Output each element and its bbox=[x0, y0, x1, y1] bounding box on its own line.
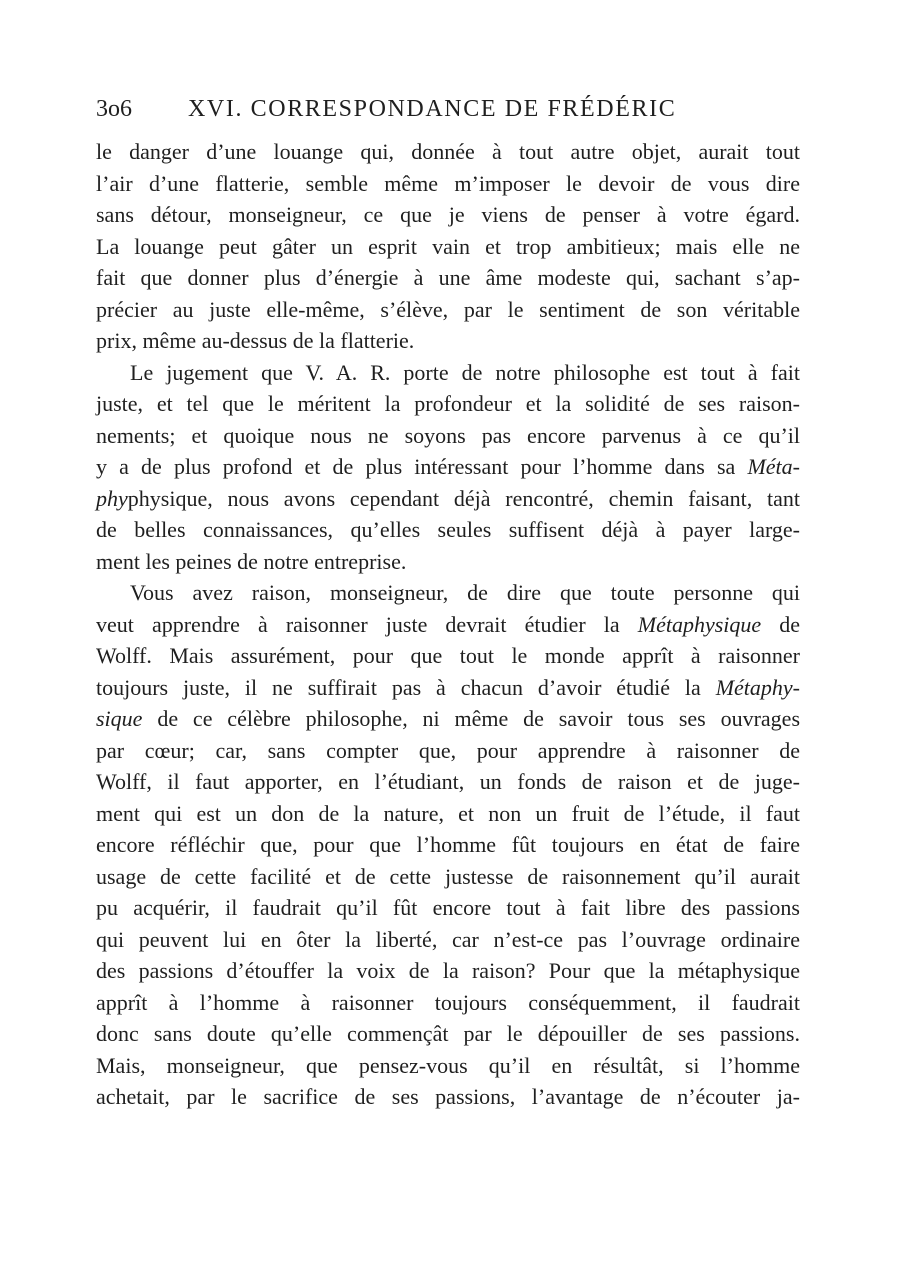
text-line: par cœur; car, sans compter que, pour apprendre à raisonner de bbox=[96, 737, 800, 763]
text-line: ment les peines de notre entreprise. bbox=[96, 548, 407, 574]
text-line: encore réfléchir que, pour que l’homme fût toujours en état de faire bbox=[96, 832, 800, 857]
document-page bbox=[96, 96, 800, 1113]
italic-title-fragment: phy bbox=[96, 485, 128, 511]
text-line: juste, et tel que le méritent la profondeur et la solidité de ses raison- bbox=[96, 391, 800, 416]
italic-title-fragment: Métaphy- bbox=[715, 674, 800, 700]
text-line: La louange peut gâter un esprit vain et trop ambitieux; mais elle ne bbox=[96, 233, 800, 259]
text-line: précier au juste elle-même, s’élève, par le sentiment de son véritable bbox=[96, 296, 800, 322]
text-line: apprît à l’homme à raisonner toujours conséquemment, il faudrait bbox=[96, 989, 800, 1015]
text-line: Le jugement que V. A. R. porte de notre philosophe est tout à fait bbox=[130, 359, 800, 385]
text-line bbox=[96, 483, 800, 515]
text-line bbox=[96, 672, 800, 704]
text-fragment: de bbox=[779, 611, 801, 637]
text-line: Mais, monseigneur, que pensez-vous qu’il en résultât, si l’homme bbox=[96, 1052, 800, 1078]
text-line: nements; et quoique nous ne soyons pas encore parvenus à ce qu’il bbox=[96, 422, 800, 448]
text-fragment: y a de plus profond et de plus intéressant pour l’homme dans sa bbox=[96, 454, 736, 479]
text-line: de belles connaissances, qu’elles seules suffisent déjà à payer large- bbox=[96, 517, 800, 542]
text-line: Wolff, il faut apporter, en l’étudiant, un fonds de raison et de juge- bbox=[96, 769, 800, 794]
text-line bbox=[96, 703, 800, 735]
running-head bbox=[96, 96, 800, 136]
text-line: le danger d’une louange qui, donnée à tout autre objet, aurait tout bbox=[96, 139, 800, 164]
page-title: XVI. CORRESPONDANCE DE FRÉDÉRIC bbox=[188, 96, 677, 122]
text-line: Wolff. Mais assurément, pour que tout le monde apprît à raisonner bbox=[96, 643, 800, 668]
letter-body bbox=[96, 136, 800, 1113]
paragraph-1 bbox=[96, 136, 800, 357]
italic-title-fragment: sique bbox=[96, 706, 143, 731]
text-line: usage de cette facilité et de cette justesse de raisonnement qu’il aurait bbox=[96, 863, 800, 889]
text-line: donc sans doute qu’elle commençât par le dépouiller de ses passions. bbox=[96, 1021, 800, 1046]
text-line: des passions d’étouffer la voix de la raison? Pour que la métaphysique bbox=[96, 958, 800, 983]
italic-title-fragment: Méta- bbox=[747, 454, 800, 479]
paragraph-3 bbox=[96, 577, 800, 1113]
text-fragment: physique, nous avons cependant déjà rencontré, chemin faisant, tant bbox=[127, 485, 800, 511]
text-line: ment qui est un don de la nature, et non un fruit de l’étude, il faut bbox=[96, 800, 800, 826]
text-fragment: veut apprendre à raisonner juste devrait étudier la bbox=[96, 611, 620, 637]
text-fragment: toujours juste, il ne suffirait pas à chacun d’avoir étudié la bbox=[96, 674, 701, 700]
page-number: 3o6 bbox=[96, 96, 132, 122]
text-line: prix, même au-dessus de la flatterie. bbox=[96, 328, 415, 353]
text-line: sans détour, monseigneur, ce que je viens de penser à votre égard. bbox=[96, 202, 800, 227]
text-line bbox=[96, 609, 800, 641]
text-line: Vous avez raison, monseigneur, de dire que toute personne qui bbox=[130, 580, 800, 605]
text-line: pu acquérir, il faudrait qu’il fût encore tout à fait libre des passions bbox=[96, 895, 800, 920]
text-line: l’air d’une flatterie, semble même m’imposer le devoir de vous dire bbox=[96, 170, 800, 196]
text-line: qui peuvent lui en ôter la liberté, car n’est-ce pas l’ouvrage ordinaire bbox=[96, 926, 800, 952]
italic-title-fragment: Métaphysique bbox=[637, 611, 762, 637]
text-line: achetait, par le sacrifice de ses passions, l’avantage de n’écouter ja- bbox=[96, 1084, 800, 1109]
text-line: fait que donner plus d’énergie à une âme modeste qui, sachant s’ap- bbox=[96, 265, 800, 290]
text-line bbox=[96, 451, 800, 483]
text-fragment: de ce célèbre philosophe, ni même de savoir tous ses ouvrages bbox=[157, 706, 801, 731]
paragraph-2 bbox=[96, 357, 800, 578]
